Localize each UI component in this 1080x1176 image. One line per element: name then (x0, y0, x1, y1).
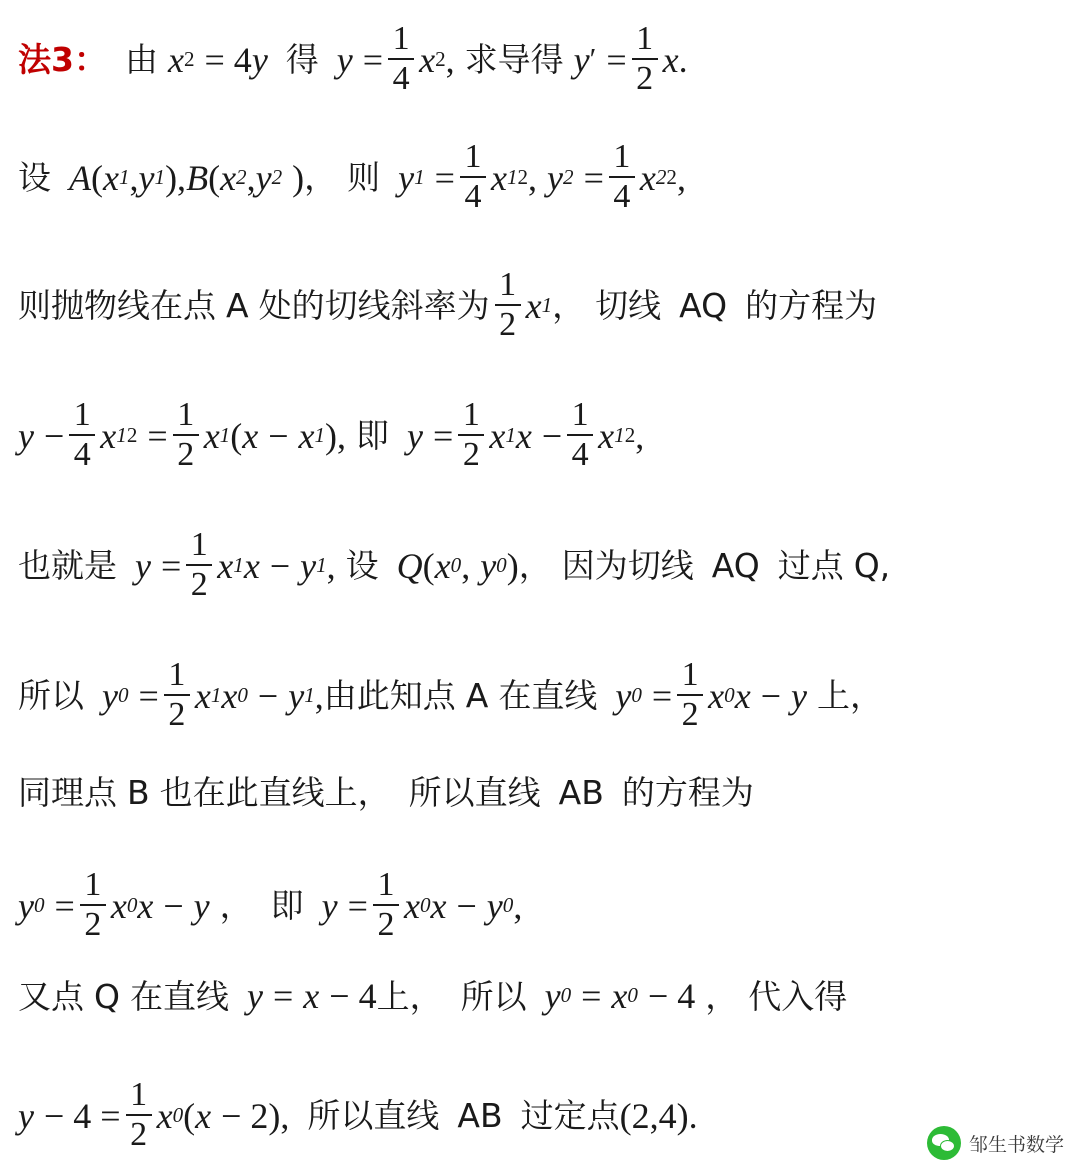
solution-line-3 (0, 268, 877, 343)
math-punct: ( (208, 157, 221, 198)
math-var: x (243, 545, 260, 586)
math-var: x (156, 1095, 173, 1136)
math-punct: , (314, 675, 324, 716)
text-segment: 过点 (777, 546, 844, 586)
math-var: y (18, 1095, 34, 1136)
math-op: = (272, 976, 294, 1016)
math-subscript: 0 (126, 893, 138, 918)
math-punct: , (326, 545, 336, 586)
math-op: − (268, 415, 289, 456)
math-punct: , (129, 157, 139, 198)
fraction (632, 21, 658, 96)
math-op: − (163, 885, 184, 926)
math-subscript: 1 (316, 553, 327, 578)
math-var: y (251, 39, 268, 80)
math-var: y (547, 157, 564, 198)
math-punct: , (246, 157, 256, 198)
solution-line-2 (0, 140, 686, 215)
fraction (69, 397, 95, 472)
solution-line-10 (0, 1078, 698, 1153)
text-segment: 切线 (595, 286, 662, 326)
math-subscript: 0 (496, 553, 507, 578)
math-op: = (147, 415, 168, 456)
text-segment: 求导得 (464, 40, 564, 80)
math-var: y (193, 885, 210, 926)
fraction-denominator: 4 (73, 435, 91, 473)
math-subscript: 0 (502, 893, 514, 918)
math-subscript: 1 (541, 293, 553, 318)
point-label: A (465, 676, 489, 716)
math-punct: , (528, 157, 538, 198)
math-var: x (611, 976, 628, 1016)
math-op: − (257, 675, 279, 716)
math-var: x (103, 157, 119, 198)
math-var: y (321, 885, 338, 926)
text-segment: 的方程为 (745, 286, 878, 326)
math-subscript: 0 (627, 983, 638, 1008)
math-var: B (186, 157, 209, 198)
text-segment: 所以直线 (408, 773, 541, 812)
math-op: − (541, 415, 563, 456)
fraction-denominator: 2 (681, 695, 699, 733)
fraction-numerator: 1 (377, 866, 395, 903)
fraction-denominator: 2 (168, 695, 186, 733)
math-subscript: 2 (236, 165, 247, 190)
fraction-numerator: 1 (462, 396, 480, 433)
math-var: y (18, 885, 34, 926)
math-var: y (102, 675, 118, 716)
math-var: x (203, 415, 220, 456)
text-segment: 得 (285, 40, 319, 80)
math-exponent: 2 (517, 165, 529, 190)
text-segment: 又点 (18, 976, 84, 1016)
text-segment: ， (518, 546, 552, 586)
math-var: x (598, 415, 615, 456)
math-var: x (242, 415, 259, 456)
math-punct: ( (230, 415, 243, 456)
text-segment: 因为切线 (561, 546, 694, 586)
math-var: x (194, 675, 211, 716)
segment-label: AB (558, 773, 604, 812)
math-var: x (303, 976, 320, 1016)
math-exponent: 2 (435, 47, 446, 72)
math-op: = (433, 415, 454, 456)
math-punct: , (461, 545, 471, 586)
math-subscript: 1 (210, 683, 222, 708)
math-var: x (403, 885, 420, 926)
text-segment: 上， (376, 976, 443, 1016)
text-segment: 在直线 (498, 676, 598, 716)
solution-line-1 (0, 22, 688, 97)
text-segment: ， (552, 286, 586, 326)
account-badge (927, 1126, 1064, 1160)
fraction-numerator: 1 (168, 656, 186, 693)
fraction-numerator: 1 (73, 396, 91, 433)
math-subscript: 0 (724, 683, 735, 708)
text-segment: 也在此直线上， (159, 773, 391, 812)
math-op: − (43, 415, 65, 456)
math-op: = (583, 157, 604, 198)
fraction-numerator: 1 (84, 866, 102, 903)
math-op: − 4 (329, 976, 377, 1016)
solution-line-6 (0, 658, 883, 733)
math-var: x (217, 545, 234, 586)
point-label: Q (94, 976, 120, 1016)
math-op: − (760, 675, 781, 716)
math-var: x (430, 885, 447, 926)
text-segment: ， (304, 158, 338, 198)
math-var: y (480, 545, 497, 586)
math-var: x (662, 39, 679, 80)
math-var: y (398, 157, 415, 198)
fraction-denominator: 4 (613, 177, 631, 215)
math-subscript: 0 (117, 683, 129, 708)
text-segment: 也就是 (18, 546, 117, 586)
math-op: = (160, 545, 182, 586)
fraction (609, 139, 635, 214)
math-var: y (246, 976, 263, 1016)
math-exponent: 2 (183, 47, 195, 72)
fraction-denominator: 2 (377, 905, 395, 943)
fraction (460, 139, 486, 214)
math-var: y (336, 39, 353, 80)
point-label: A (226, 286, 249, 326)
math-var: x (515, 415, 532, 456)
fraction-numerator: 1 (571, 396, 589, 433)
text-segment: 由此知点 (323, 676, 456, 716)
fraction-numerator: 1 (177, 396, 195, 433)
text-segment: 设 (18, 158, 51, 198)
math-subscript: 0 (33, 893, 45, 918)
math-var: y (18, 415, 34, 456)
math-subscript: 1 (233, 553, 244, 578)
text-segment: 上， (816, 676, 883, 716)
math-subscript: 1 (506, 165, 518, 190)
fraction-denominator: 2 (84, 905, 102, 943)
method-label: 法3： (18, 40, 107, 80)
math-op: = (362, 39, 384, 80)
math-op: − 4 (647, 976, 696, 1016)
text-segment: 则抛物线在点 (18, 286, 216, 326)
text-segment: 同理点 (18, 773, 117, 812)
math-var: y (288, 675, 305, 716)
fraction-denominator: 2 (130, 1115, 148, 1153)
fraction-numerator: 1 (499, 266, 517, 303)
math-punct: . (678, 39, 688, 80)
fraction (388, 21, 414, 96)
solution-line-5 (0, 528, 890, 603)
text-segment: 在直线 (129, 976, 229, 1016)
math-punct: ), (325, 415, 347, 456)
fraction-numerator: 1 (636, 20, 654, 57)
fraction (126, 1077, 152, 1152)
text-segment: 处的切线斜率为 (258, 286, 490, 326)
math-op: = (54, 885, 75, 926)
math-subscript: 0 (172, 1103, 184, 1128)
fraction (458, 397, 484, 472)
text-segment: ， (705, 976, 739, 1016)
fraction-denominator: 2 (190, 565, 208, 603)
math-prime: ′ (589, 42, 597, 77)
math-subscript: 0 (560, 983, 572, 1008)
math-subscript: 2 (655, 165, 667, 190)
math-op: = 4 (204, 39, 252, 80)
math-punct: ( (183, 1095, 196, 1136)
math-var: x (137, 885, 154, 926)
math-op: = (347, 885, 368, 926)
math-subscript: 1 (219, 423, 231, 448)
math-op: = (606, 39, 627, 80)
math-var: y (615, 675, 632, 716)
fraction-denominator: 2 (177, 435, 195, 473)
fraction-denominator: 4 (392, 59, 410, 97)
text-segment: 所以 (18, 676, 84, 716)
text-segment: 即 (270, 886, 304, 926)
fraction-numerator: 1 (681, 656, 699, 693)
math-var: y (486, 885, 503, 926)
math-var: x (434, 545, 451, 586)
math-var: y (407, 415, 424, 456)
text-segment: 则 (347, 158, 381, 198)
math-punct: ) (292, 157, 305, 198)
math-var: x (195, 1095, 212, 1136)
math-subscript: 0 (419, 893, 431, 918)
math-punct: , (676, 157, 686, 198)
fraction (164, 657, 190, 732)
account-name: 邹生书数学 (968, 1133, 1064, 1156)
math-var: x (220, 157, 237, 198)
math-subscript: 1 (304, 683, 315, 708)
fraction-numerator: 1 (190, 526, 208, 563)
math-var: x (221, 675, 238, 716)
text-segment: 过定点 (520, 1096, 620, 1136)
fraction-denominator: 2 (499, 305, 517, 343)
math-op: = (581, 976, 602, 1016)
math-var: x (419, 39, 436, 80)
math-var: y (791, 675, 807, 716)
math-var: x (489, 415, 506, 456)
math-subscript: 1 (314, 423, 326, 448)
fraction-numerator: 1 (613, 138, 631, 175)
solution-line-9 (0, 978, 847, 1014)
fraction (80, 867, 106, 942)
text-segment: 的方程为 (621, 773, 754, 812)
math-op: − (456, 885, 477, 926)
text-segment: 所以 (460, 976, 527, 1016)
math-op: = (434, 157, 455, 198)
fraction (373, 867, 399, 942)
solution-line-8 (0, 868, 522, 943)
wechat-icon (927, 1126, 961, 1160)
text-segment: ， (219, 886, 253, 926)
math-punct: , (445, 39, 455, 80)
fraction-denominator: 4 (571, 435, 589, 473)
math-var: y (255, 157, 272, 198)
math-var: x (167, 39, 184, 80)
solution-line-4 (0, 398, 644, 473)
math-var: x (100, 415, 117, 456)
math-subscript: 0 (450, 553, 462, 578)
math-punct: ( (422, 545, 435, 586)
math-punct: ( (91, 157, 103, 198)
math-var: x (708, 675, 725, 716)
math-var: y (135, 545, 151, 586)
math-var: x (490, 157, 507, 198)
math-exponent: 2 (666, 165, 677, 190)
segment-label: AQ (679, 286, 728, 326)
fraction (173, 397, 199, 472)
math-var: x (525, 285, 542, 326)
math-var: x (110, 885, 127, 926)
text-segment: 由 (124, 40, 158, 80)
math-punct: ), (165, 157, 187, 198)
fraction-denominator: 2 (462, 435, 480, 473)
solution-line-7 (0, 773, 754, 812)
math-punct: , (635, 415, 645, 456)
math-subscript: 1 (614, 423, 625, 448)
text-segment: 所以直线 (307, 1096, 440, 1136)
fraction-numerator: 1 (130, 1076, 148, 1113)
fraction-denominator: 2 (636, 59, 654, 97)
math-op: = (138, 675, 159, 716)
fraction-numerator: 1 (464, 138, 482, 175)
segment-label: AB (457, 1096, 503, 1136)
point-label: B (127, 773, 150, 812)
text-segment: 代入得 (748, 976, 848, 1016)
math-exponent: 2 (624, 423, 636, 448)
text-segment: 设 (345, 546, 379, 586)
math-var: A (69, 157, 91, 198)
math-punct: ) (506, 545, 519, 586)
math-var: x (298, 415, 315, 456)
math-var: Q (396, 545, 423, 586)
math-subscript: 0 (631, 683, 642, 708)
fraction-denominator: 4 (464, 177, 482, 215)
math-punct: , (513, 885, 523, 926)
fixed-point: (2,4). (619, 1095, 698, 1136)
fraction-numerator: 1 (392, 20, 410, 57)
math-subscript: 1 (118, 165, 130, 190)
fraction (567, 397, 593, 472)
math-var: x (734, 675, 751, 716)
math-subscript: 0 (237, 683, 248, 708)
math-subscript: 2 (563, 165, 574, 190)
math-op: − 2), (221, 1095, 290, 1136)
math-var: y (138, 157, 155, 198)
math-var: y (544, 976, 561, 1016)
point-label: Q, (853, 546, 891, 586)
math-op: = (651, 675, 673, 716)
math-subscript: 1 (414, 165, 425, 190)
math-subscript: 1 (505, 423, 516, 448)
math-var: x (639, 157, 656, 198)
math-subscript: 1 (154, 165, 166, 190)
text-segment: 即 (356, 416, 390, 456)
math-subscript: 1 (116, 423, 127, 448)
math-subscript: 2 (271, 165, 283, 190)
math-var: y (573, 39, 590, 80)
math-var: y (300, 545, 317, 586)
fraction (186, 527, 212, 602)
fraction (677, 657, 703, 732)
segment-label: AQ (711, 546, 760, 586)
math-op: − (269, 545, 291, 586)
fraction (495, 267, 521, 342)
math-exponent: 2 (126, 423, 138, 448)
math-op: − 4 = (43, 1095, 121, 1136)
